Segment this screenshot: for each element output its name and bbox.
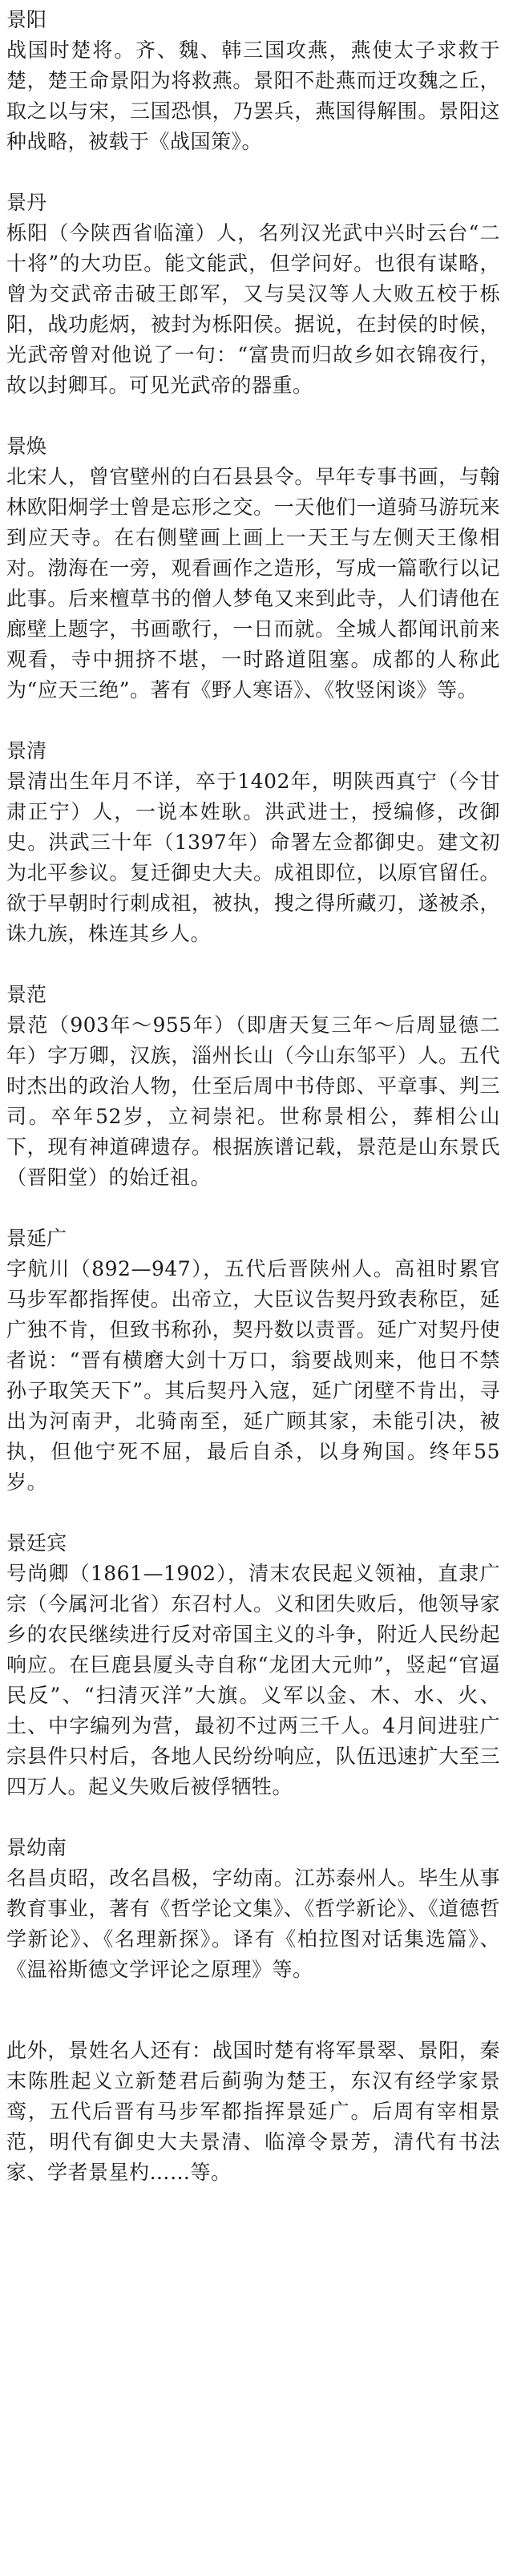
section-gap bbox=[6, 157, 500, 188]
section-gap bbox=[6, 949, 500, 980]
section-jinghuan bbox=[6, 431, 500, 706]
section-jingqing bbox=[6, 736, 500, 949]
closing-paragraph: 此外，景姓名人还有：战国时楚有将军景翠、景阳，秦末陈胜起义立新楚君后蓟驹为楚王，东汉有经学家景鸾，五代后晋有马步军都指挥景延广。后周有宰相景范，明代有御史大夫景清、临漳令景芳，清代有书法家、学者景星杓……等。 bbox=[6, 2039, 500, 2184]
section-jingyanguang bbox=[6, 1223, 500, 1498]
section-title: 景范 bbox=[6, 983, 47, 1006]
section-title: 景延广 bbox=[6, 1227, 67, 1250]
section-title: 景丹 bbox=[6, 191, 47, 214]
section-jingtingbin bbox=[6, 1528, 500, 1802]
section-title: 景清 bbox=[6, 739, 47, 762]
section-jingyang bbox=[6, 5, 500, 157]
section-title: 景幼南 bbox=[6, 1836, 67, 1859]
section-body: 名昌贞昭，改名昌极，字幼南。江苏泰州人。毕生从事教育事业，著有《哲学论文集》、《哲学新论》、《道德哲学新论》、《名理新探》。译有《柏拉图对话集选篇》、《温裕斯德文学评论之原理》等。 bbox=[6, 1866, 500, 1981]
section-body: 栎阳（今陕西省临潼）人，名列汉光武中兴时云台“二十将”的大功臣。能文能武，但学问好。也很有谋略，曾为交武帝击破王郎军，又与吴汉等人大败五校于栎阳，战功彪炳，被封为栎阳侯。据说，在封侯的时候，光武帝曾对他说了一句：“富贵而归故乡如衣锦夜行，故以封卿耳。可见光武帝的器重。 bbox=[6, 221, 500, 397]
section-gap bbox=[6, 1498, 500, 1528]
section-gap bbox=[6, 1985, 500, 2016]
section-jingfan bbox=[6, 980, 500, 1193]
section-body: 字航川（892—947），五代后晋陕州人。高祖时累官马步军都指挥使。出帝立，大臣议告契丹致表称臣，延广独不肯，但致书称孙，契丹数以责晋。延广对契丹使者说：“晋有横磨大剑十万口，翁要战则来，他日不禁孙子取笑天下”。其后契丹入寇，延广闭壁不肯出，寻出为河南尹，北骑南至，延广顾其家，未能引决，被执，但他宁死不屈，最后自杀，以身殉国。终年55岁。 bbox=[6, 1257, 500, 1494]
section-gap bbox=[6, 1802, 500, 1833]
section-body: 景清出生年月不详，卒于1402年，明陕西真宁（今甘肃正宁）人，一说本姓耿。洪武进士，授编修，改御史。洪武三十年（1397年）命署左佥都御史。建文初为北平参议。复迁御史大夫。成祖即位，以原官留任。欲于早朝时行刺成祖，被执，搜之得所藏刃，遂被杀，诛九族，株连其乡人。 bbox=[6, 770, 500, 945]
section-jingdan bbox=[6, 188, 500, 401]
section-body: 景范（903年～955年）（即唐天复三年～后周显德二年）字万卿，汉族，淄州长山（今山东邹平）人。五代时杰出的政治人物，仕至后周中书侍郎、平章事、判三司。卒年52岁，立祠崇祀。世称景相公，葬相公山下，现有神道碑遗存。根据族谱记载，景范是山东景氏（晋阳堂）的始迁祖。 bbox=[6, 1013, 500, 1189]
section-gap bbox=[6, 1193, 500, 1223]
section-title: 景廷宾 bbox=[6, 1531, 67, 1555]
section-title: 景阳 bbox=[6, 8, 47, 31]
section-gap bbox=[6, 401, 500, 431]
section-jingyounan bbox=[6, 1833, 500, 1985]
section-body: 战国时楚将。齐、魏、韩三国攻燕，燕使太子求救于楚，楚王命景阳为将救燕。景阳不赴燕而迂攻魏之丘，取之以与宋，三国恐惧，乃罢兵，燕国得解围。景阳这种战略，被载于《战国策》。 bbox=[6, 38, 500, 153]
section-gap bbox=[6, 706, 500, 736]
section-body: 北宋人，曾官壁州的白石县县令。早年专事书画，与翰林欧阳炯学士曾是忘形之交。一天他们一道骑马游玩来到应天寺。在右侧壁画上画上一天王与左侧天王像相对。渤海在一旁，观看画作之造形，写成一篇歌行以记此事。后来檀草书的僧人梦龟又来到此寺，人们请他在廊壁上题字，书画歌行，一日而就。全城人都闻讯前来观看，寺中拥挤不堪，一时路道阻塞。成都的人称此为“应天三绝”。著有《野人寒语》、《牧竖闲谈》等。 bbox=[6, 465, 500, 702]
section-title: 景焕 bbox=[6, 435, 47, 458]
section-body: 号尚卿（1861—1902），清末农民起义领袖，直隶广宗（今属河北省）东召村人。义和团失败后，他领导家乡的农民继续进行反对帝国主义的斗争，附近人民纷起响应。在巨鹿县厦头寺自称“龙团大元帅”，竖起“官逼民反”、“扫清灭洋”大旗。义军以金、木、水、火、土、中字编列为营，最初不过两三千人。4月间进驻广宗县件只村后，各地人民纷纷响应，队伍迅速扩大至三四万人。起义失败后被俘牺牲。 bbox=[6, 1562, 500, 1798]
